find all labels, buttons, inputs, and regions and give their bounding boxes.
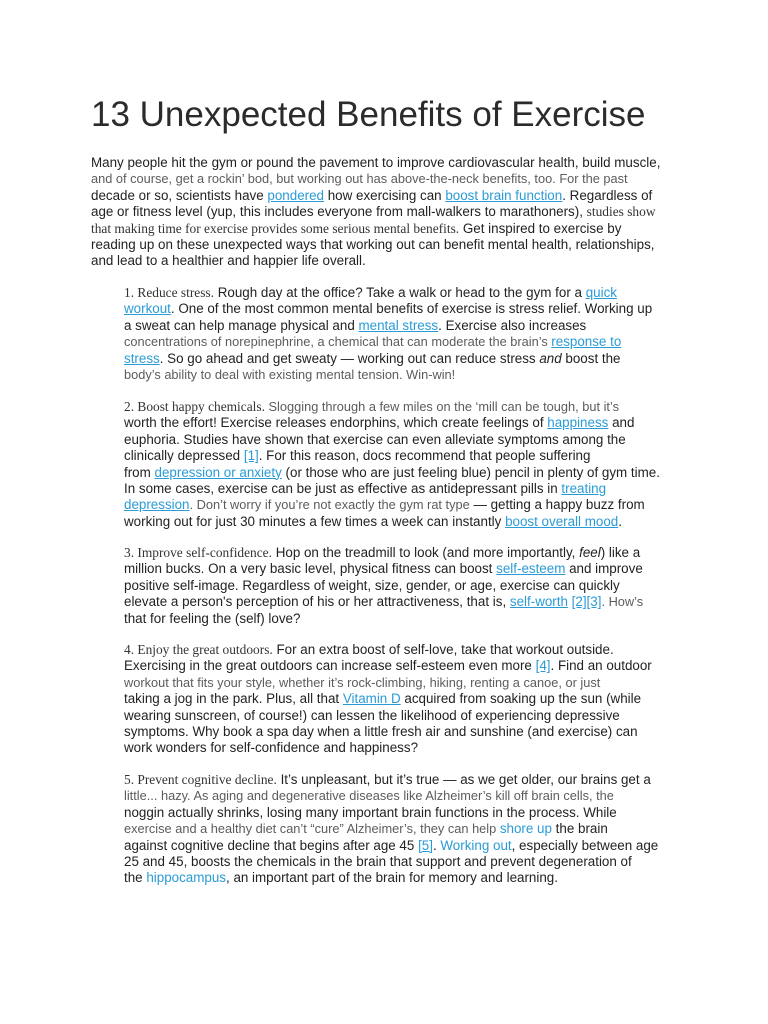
intro-text: and lead to a healthier and happier life overall. xyxy=(91,253,366,269)
item-line xyxy=(124,724,684,740)
item-line xyxy=(124,301,684,317)
item-text: a sweat can help manage physical and xyxy=(124,317,359,333)
item-heading: 4. Enjoy the great outdoors. xyxy=(124,642,273,657)
item-line xyxy=(124,367,684,383)
item-text: feel xyxy=(579,545,601,560)
item-line xyxy=(124,740,684,756)
item-text: and xyxy=(539,350,562,366)
item-text: million bucks. On a very basic level, physical fitness can boost xyxy=(124,561,497,577)
reference-2-3-link[interactable]: [2][3] xyxy=(571,594,602,610)
reference-4-link[interactable]: [4] xyxy=(535,658,551,674)
item-text: work wonders for self-confidence and happiness? xyxy=(124,740,419,756)
item-text: boost the xyxy=(561,350,621,366)
benefit-item-self-confidence xyxy=(124,545,684,627)
item-text: and improve xyxy=(565,561,643,577)
intro-line xyxy=(91,188,681,204)
reference-1-link[interactable]: [1] xyxy=(243,448,259,464)
item-line xyxy=(124,708,684,724)
item-text: the xyxy=(124,870,147,886)
intro-text: reading up on these unexpected ways that working out can benefit mental health, relationships, xyxy=(91,236,655,252)
item-heading: 3. Improve self-confidence. xyxy=(124,545,272,560)
response-to-stress-link[interactable]: stress xyxy=(124,350,160,366)
item-line xyxy=(124,611,684,627)
boost-overall-mood-link[interactable]: boost overall mood xyxy=(505,513,619,529)
intro-text: Many people hit the gym or pound the pavement to improve cardiovascular health, build muscle, xyxy=(91,155,661,170)
item-text: In some cases, exercise can be just as effective as antidepressant pills in xyxy=(124,480,562,496)
item-line xyxy=(124,545,684,561)
item-text: . For this reason, docs recommend that people suffering xyxy=(258,448,591,464)
intro-text: studies show xyxy=(586,204,656,220)
response-to-stress-link[interactable]: response to xyxy=(551,334,622,350)
shore-up-link[interactable]: shore up xyxy=(499,821,552,837)
item-line xyxy=(124,351,684,367)
intro-text: how exercising can xyxy=(324,187,446,203)
item-line xyxy=(124,658,684,674)
intro-text: Get inspired to exercise by xyxy=(459,220,622,236)
intro-text: age or fitness level (yup, this includes everyone from mall-walkers to marathoners), xyxy=(91,204,587,220)
quick-workout-link[interactable]: quick xyxy=(585,285,617,300)
item-text: wearing sunscreen, of course!) can lessen the likelihood of experiencing depressive xyxy=(124,707,620,723)
item-line xyxy=(124,399,684,415)
item-line xyxy=(124,788,684,804)
self-esteem-link[interactable]: self-esteem xyxy=(496,561,566,577)
working-out-link[interactable]: Working out xyxy=(440,837,512,853)
intro-line xyxy=(91,204,681,220)
intro-text: decade or so, scientists have xyxy=(91,187,268,203)
item-line xyxy=(124,870,684,886)
item-text: (or those who are just feeling blue) pencil in plenty of gym time. xyxy=(281,464,660,480)
item-text: , an important part of the brain for memory and learning. xyxy=(226,870,558,886)
item-line xyxy=(124,691,684,707)
item-line xyxy=(124,285,684,301)
item-text: It’s unpleasant, but it’s true — as we get older, our brains get a xyxy=(276,772,651,787)
item-line xyxy=(124,514,684,530)
benefit-item-happy-chemicals xyxy=(124,399,684,530)
depression-or-anxiety-link[interactable]: depression or anxiety xyxy=(154,464,282,480)
item-text: concentrations of norepinephrine, a chemical that can moderate the brain’s xyxy=(124,334,552,350)
intro-line xyxy=(91,171,681,187)
happiness-link[interactable]: happiness xyxy=(547,415,609,431)
item-text: — getting a happy buzz from xyxy=(469,497,645,513)
item-text: positive self-image. Regardless of weight, size, gender, or age, exercise can quickly xyxy=(124,577,620,593)
item-text: . How’s xyxy=(601,594,644,610)
intro-text: that making time for exercise provides some serious mental benefits. xyxy=(91,220,460,236)
item-text: Rough day at the office? Take a walk or head to the gym for a xyxy=(214,285,586,300)
item-line xyxy=(124,805,684,821)
item-text: , especially between age xyxy=(511,837,659,853)
item-line xyxy=(124,594,684,610)
benefit-item-great-outdoors xyxy=(124,642,684,757)
mental-stress-link[interactable]: mental stress xyxy=(358,317,439,333)
item-text: that for feeling the (self) love? xyxy=(124,610,301,626)
intro-text: . Regardless of xyxy=(562,187,653,203)
item-line xyxy=(124,561,684,577)
item-heading: 5. Prevent cognitive decline. xyxy=(124,772,277,787)
item-text: Exercising in the great outdoors can increase self-esteem even more xyxy=(124,658,536,674)
page-title: 13 Unexpected Benefits of Exercise xyxy=(91,95,646,134)
item-text: against cognitive decline that begins after age 45 xyxy=(124,837,419,853)
item-line xyxy=(124,318,684,334)
item-text: noggin actually shrinks, losing many important brain functions in the process. While xyxy=(124,804,617,820)
item-line xyxy=(124,432,684,448)
item-text: ) like a xyxy=(600,545,641,560)
item-line xyxy=(124,415,684,431)
item-text: euphoria. Studies have shown that exercise can even alleviate symptoms among the xyxy=(124,431,626,447)
intro-line xyxy=(91,155,681,171)
item-text: body’s ability to deal with existing mental tension. Win-win! xyxy=(124,366,456,382)
item-text: acquired from soaking up the sun (while xyxy=(400,691,642,707)
intro-text: and of course, get a rockin’ bod, but working out has above-the-neck benefits, too. For the past xyxy=(91,171,628,187)
hippocampus-link[interactable]: hippocampus xyxy=(146,870,226,886)
item-line xyxy=(124,675,684,691)
item-text: . One of the most common mental benefits of exercise is stress relief. Working up xyxy=(170,301,653,317)
intro-line xyxy=(91,237,681,253)
intro-line xyxy=(91,253,681,269)
treating-depression-link[interactable]: depression xyxy=(124,497,190,513)
treating-depression-link[interactable]: treating xyxy=(561,480,607,496)
benefit-item-cognitive-decline xyxy=(124,772,684,887)
item-text: Hop on the treadmill to look (and more importantly, xyxy=(271,545,580,560)
item-text: 25 and 45, boosts the chemicals in the brain that support and prevent degeneration of xyxy=(124,853,632,869)
item-text: elevate a person's perception of his or her attractiveness, that is, xyxy=(124,594,510,610)
item-line xyxy=(124,481,684,497)
item-text: taking a jog in the park. Plus, all that xyxy=(124,691,343,707)
item-text: little... hazy. As aging and degenerative diseases like Alzheimer’s kill off brain cells, the xyxy=(124,788,614,804)
item-text: For an extra boost of self-love, take that workout outside. xyxy=(272,642,614,657)
item-text: worth the effort! Exercise releases endorphins, which create feelings of xyxy=(124,415,548,431)
intro-line xyxy=(91,221,681,237)
item-line xyxy=(124,838,684,854)
item-line xyxy=(124,772,684,788)
item-heading: 2. Boost happy chemicals. xyxy=(124,399,265,414)
item-text: workout that fits your style, whether it’s rock-climbing, hiking, renting a canoe, or just xyxy=(124,674,601,690)
item-text: the brain xyxy=(551,821,608,837)
item-text: exercise and a healthy diet can’t “cure” Alzheimer’s, they can help xyxy=(124,821,500,837)
item-text: from xyxy=(124,464,155,480)
item-line xyxy=(124,465,684,481)
item-text: clinically depressed xyxy=(124,448,244,464)
item-text: . xyxy=(432,837,441,853)
self-worth-link[interactable]: self-worth xyxy=(509,594,568,610)
item-text: . Exercise also increases xyxy=(438,317,587,333)
pondered-link[interactable]: pondered xyxy=(267,187,324,203)
reference-5-link[interactable]: [5] xyxy=(418,837,433,853)
item-text: . Find an outdoor xyxy=(550,658,652,674)
item-text: . So go ahead and get sweaty — working out can reduce stress xyxy=(159,350,540,366)
item-line xyxy=(124,642,684,658)
benefit-item-reduce-stress xyxy=(124,285,684,383)
item-line xyxy=(124,578,684,594)
item-text: and xyxy=(608,415,635,431)
item-line xyxy=(124,334,684,350)
item-text: symptoms. Why book a spa day when a little fresh air and sunshine (and exercise) can xyxy=(124,723,638,739)
item-text: . xyxy=(618,513,622,529)
item-text: Slogging through a few miles on the ‘mill can be tough, but it’s xyxy=(264,399,619,414)
item-line xyxy=(124,821,684,837)
quick-workout-link[interactable]: workout xyxy=(124,301,171,317)
intro-paragraph xyxy=(91,155,681,270)
item-heading: 1. Reduce stress. xyxy=(124,285,214,300)
item-line xyxy=(124,497,684,513)
item-text: working out for just 30 minutes a few times a week can instantly xyxy=(124,513,506,529)
item-line xyxy=(124,448,684,464)
boost-brain-function-link[interactable]: boost brain function xyxy=(445,187,563,203)
vitamin-d-link[interactable]: Vitamin D xyxy=(342,691,401,707)
item-text: . Don’t worry if you’re not exactly the gym rat type xyxy=(189,497,470,513)
item-line xyxy=(124,854,684,870)
